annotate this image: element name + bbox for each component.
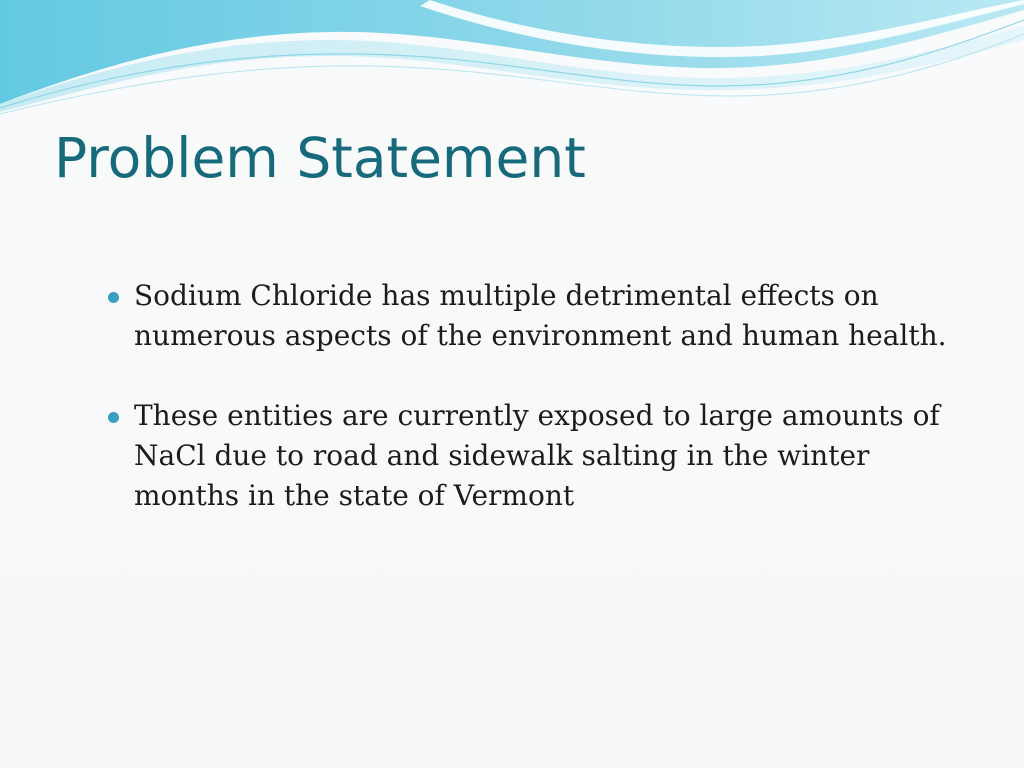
bullet-text: Sodium Chloride has multiple detrimental effects on numerous aspects of the environment and human health. [134, 279, 947, 352]
bullet-item [106, 396, 976, 516]
bullet-list [106, 276, 976, 556]
bullet-dot-icon [108, 292, 119, 303]
decorative-wave-header [0, 0, 1024, 120]
bullet-item [106, 276, 976, 356]
slide-title: Problem Statement [54, 126, 586, 190]
bullet-dot-icon [108, 412, 119, 423]
wave-band-primary [0, 0, 1024, 104]
bullet-text: These entities are currently exposed to large amounts of NaCl due to road and sidewalk salting in the winter months in the state of Vermont [134, 399, 940, 512]
